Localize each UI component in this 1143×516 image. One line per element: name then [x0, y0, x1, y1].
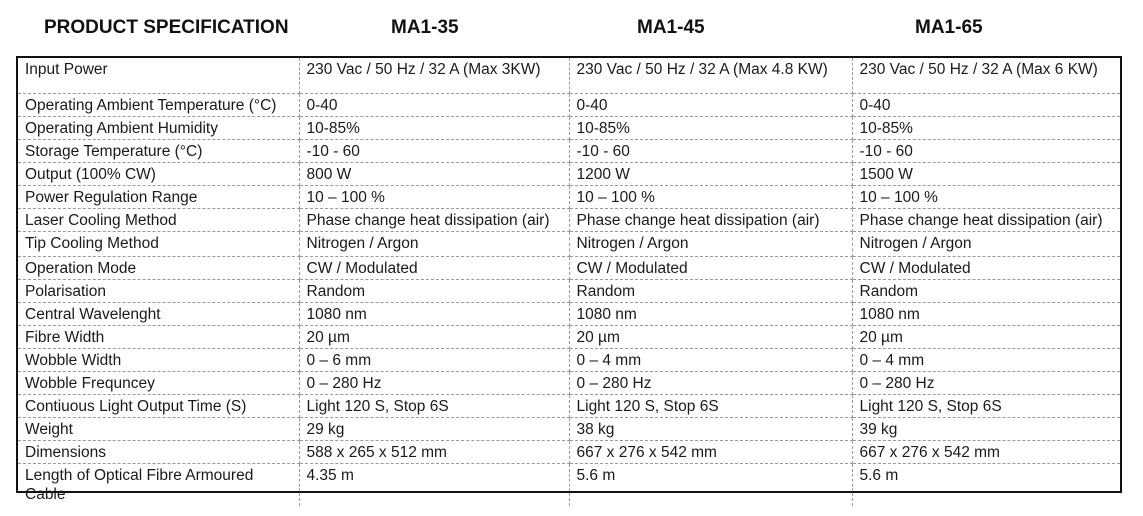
spec-value: 10-85%: [299, 116, 569, 139]
spec-value: -10 - 60: [569, 139, 852, 162]
spec-label: Polarisation: [18, 279, 299, 302]
spec-value: 1080 nm: [569, 302, 852, 325]
table-row: [18, 279, 1120, 302]
spec-header: [0, 16, 1143, 40]
spec-label: Input Power: [18, 58, 299, 93]
spec-value: 5.6 m: [859, 466, 899, 484]
spec-value: CW / Modulated: [852, 256, 1120, 279]
spec-value: 667 x 276 x 542 mm: [852, 440, 1120, 463]
spec-value: 0-40: [299, 93, 569, 116]
spec-label: Laser Cooling Method: [18, 208, 299, 231]
spec-table-frame: [16, 56, 1122, 503]
spec-value: 0 – 4 mm: [569, 348, 852, 371]
spec-value: 230 Vac / 50 Hz / 32 A (Max 4.8 KW): [569, 58, 852, 93]
spec-value: 20 µm: [852, 325, 1120, 348]
spec-value: 10-85%: [852, 116, 1120, 139]
table-row: [18, 394, 1120, 417]
spec-value: Random: [299, 279, 569, 302]
spec-value: 29 kg: [299, 417, 569, 440]
spec-value: 1080 nm: [299, 302, 569, 325]
spec-value: 800 W: [299, 162, 569, 185]
spec-value: 1500 W: [852, 162, 1120, 185]
spec-value: Phase change heat dissipation (air): [852, 208, 1120, 231]
spec-value: 10-85%: [569, 116, 852, 139]
spec-value: Nitrogen / Argon: [852, 231, 1120, 256]
table-row: [18, 325, 1120, 348]
page-title: PRODUCT SPECIFICATION: [44, 17, 289, 38]
spec-label: Weight: [18, 417, 299, 440]
spec-label: Operating Ambient Temperature (°C): [18, 93, 299, 116]
spec-value: Light 120 S, Stop 6S: [569, 394, 852, 417]
spec-value: 10 – 100 %: [852, 185, 1120, 208]
table-row: [18, 208, 1120, 231]
spec-label: Tip Cooling Method: [18, 231, 299, 256]
spec-value: Phase change heat dissipation (air): [569, 208, 852, 231]
spec-value: 0 – 280 Hz: [299, 371, 569, 394]
model-heading-ma1-45: MA1-45: [637, 17, 705, 38]
spec-value: Light 120 S, Stop 6S: [299, 394, 569, 417]
spec-label: Central Wavelenght: [18, 302, 299, 325]
spec-table: [18, 58, 1120, 506]
table-row: [18, 417, 1120, 440]
spec-label: Wobble Width: [18, 348, 299, 371]
model-heading-ma1-65: MA1-65: [915, 17, 983, 38]
spec-value: 0 – 280 Hz: [852, 371, 1120, 394]
table-row: [18, 371, 1120, 394]
spec-value: Light 120 S, Stop 6S: [852, 394, 1120, 417]
table-row: [18, 256, 1120, 279]
spec-value: 0 – 4 mm: [852, 348, 1120, 371]
spec-value: 667 x 276 x 542 mm: [569, 440, 852, 463]
spec-value: 39 kg: [852, 417, 1120, 440]
spec-value: CW / Modulated: [569, 256, 852, 279]
spec-value: CW / Modulated: [299, 256, 569, 279]
table-row: [18, 231, 1120, 256]
spec-label: Dimensions: [18, 440, 299, 463]
spec-value: 1200 W: [569, 162, 852, 185]
spec-value: Random: [569, 279, 852, 302]
spec-value: 588 x 265 x 512 mm: [299, 440, 569, 463]
table-row: [18, 440, 1120, 463]
spec-value: 0-40: [852, 93, 1120, 116]
spec-label: Power Regulation Range: [18, 185, 299, 208]
spec-value: Nitrogen / Argon: [569, 231, 852, 256]
spec-value: Nitrogen / Argon: [299, 231, 569, 256]
spec-label: Output (100% CW): [18, 162, 299, 185]
model-heading-ma1-35: MA1-35: [391, 17, 459, 38]
spec-value: 0 – 280 Hz: [569, 371, 852, 394]
spec-label: Contiuous Light Output Time (S): [18, 394, 299, 417]
spec-label: Wobble Frequncey: [18, 371, 299, 394]
spec-label: Operating Ambient Humidity: [18, 116, 299, 139]
spec-value: -10 - 60: [299, 139, 569, 162]
spec-value: 10 – 100 %: [569, 185, 852, 208]
spec-value: 38 kg: [569, 417, 852, 440]
spec-value: Phase change heat dissipation (air): [299, 208, 569, 231]
spec-label: Operation Mode: [18, 256, 299, 279]
spec-value: -10 - 60: [852, 139, 1120, 162]
table-row: [18, 162, 1120, 185]
table-row: [18, 93, 1120, 116]
spec-value: 20 µm: [299, 325, 569, 348]
spec-value: 5.6 m: [569, 463, 852, 506]
table-row: [18, 116, 1120, 139]
spec-table-body: [18, 58, 1120, 506]
table-row: [18, 348, 1120, 371]
table-row: [18, 139, 1120, 162]
spec-value: Random: [852, 279, 1120, 302]
table-row: [18, 58, 1120, 93]
spec-label: Fibre Width: [18, 325, 299, 348]
spec-value: 0-40: [569, 93, 852, 116]
spec-value: 4.35 m: [299, 463, 569, 506]
spec-label: Storage Temperature (°C): [18, 139, 299, 162]
spec-value: 1080 nm: [852, 302, 1120, 325]
spec-value: 0 – 6 mm: [299, 348, 569, 371]
spec-value: 10 – 100 %: [299, 185, 569, 208]
table-row: [18, 302, 1120, 325]
spec-label: Length of Optical Fibre Armoured Cable: [18, 463, 299, 506]
table-row: [18, 185, 1120, 208]
spec-value: 230 Vac / 50 Hz / 32 A (Max 6 KW): [852, 58, 1120, 93]
spec-value: 230 Vac / 50 Hz / 32 A (Max 3KW): [299, 58, 569, 93]
spec-value: 20 µm: [569, 325, 852, 348]
table-row: [18, 463, 1120, 506]
